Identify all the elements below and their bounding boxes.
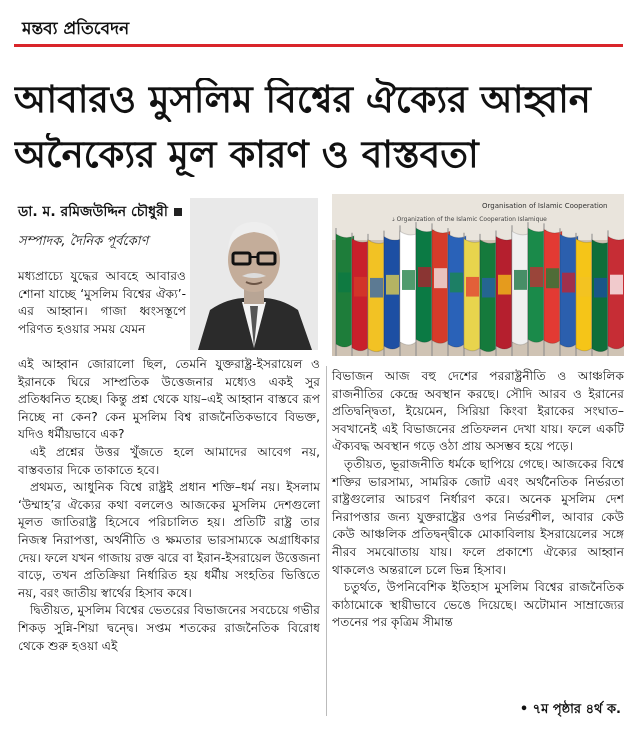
oic-flags-photo <box>332 194 624 356</box>
author-name: ডা. ম. রমিজউদ্দিন চৌধুরী <box>18 204 168 220</box>
intro-text-top: মধ্যপ্রাচ্যে যুদ্ধের আবহে আবারও শোনা যাচ্ছে ‘মুসলিম বিশ্বের ঐক্য’-এর আহ্বান। গাজা ধ্বংসস্তূপে পরিণত হওয়ার সময় যেমন <box>18 269 186 336</box>
byline-square-icon <box>174 208 182 216</box>
flag-stripe <box>546 268 559 288</box>
right-paragraph-1: বিভাজন আজ বহু দেশের পররাষ্ট্রনীতি ও আঞ্চলিক রাজনীতির কেন্দ্রে অবস্থান করছে। সৌদি আরব ও ইরানের প্রতিদ্বন্দ্বিতা, ইয়েমেন, সিরিয়া কিংবা ইরাকের সংঘাত– সবখানেই এই বিভাজনের প্রতিফলন দেখা যায়। ফলে একটি ঐক্যবদ্ধ অবস্থান গড়ে ওঠা প্রায় অসম্ভব হয়ে পড়ে। <box>332 369 624 454</box>
flag-stripe <box>466 277 479 297</box>
portrait-illustration <box>190 198 318 350</box>
flag-stripe <box>354 277 367 297</box>
right-paragraph-3: চতুর্থত, উপনিবেশিক ইতিহাস মুসলিম বিশ্বের রাজনৈতিক কাঠামোকে স্থায়ীভাবে ভেঙে দিয়েছে। অটোমান সাম্রাজ্যের পতনের পর কৃত্রিম সীমান্ত <box>332 580 624 630</box>
right-column <box>332 368 624 632</box>
flag-stripe <box>338 273 351 293</box>
flag-stripe <box>418 267 431 287</box>
flag-stripe <box>450 273 463 293</box>
headline-line-1: আবারও মুসলিম বিশ্বের ঐক্যের আহ্বান <box>14 78 591 121</box>
left-column <box>18 356 320 655</box>
flag-stripe <box>370 278 383 298</box>
headline-line-2: অনৈক্যের মূল কারণ ও বাস্তবতা <box>14 133 479 176</box>
flag-stripe <box>386 275 399 295</box>
author-designation: সম্পাদক, দৈনিক পূর্বকোণ <box>18 234 149 249</box>
flag-stripe <box>402 270 415 290</box>
column-divider <box>326 366 327 716</box>
paragraph-2: এই প্রশ্নের উত্তর খুঁজতে হলে আমাদের আবেগ নয়, বাস্তবতার দিকে তাকাতে হবে। <box>18 444 320 477</box>
flag-stripe <box>578 277 591 297</box>
author-portrait <box>190 198 318 350</box>
flag-stripe <box>434 268 447 288</box>
paragraph-3: প্রথমত, আধুনিক বিশ্বে রাষ্ট্রই প্রধান শক্তি–ধর্ম নয়। ইসলাম ‘উম্মাহ’র ঐক্যের কথা বললেও আজকের মুসলিম দেশগুলো মূলত জাতিরাষ্ট্র হিসেবে পরিচালিত হয়। প্রতিটি রাষ্ট্র তার নিজস্ব নিরাপত্তা, অর্থনীতি ও ক্ষমতার ভারসাম্যকে অগ্রাধিকার দেয়। ফলে যখন গাজায় রক্ত ঝরে বা ইরান-ইসরায়েল উত্তেজনা বাড়ে, তখন প্রতিক্রিয়া নির্ধারিত হয় ধর্মীয় সংহতির ভিত্তিতে নয়, বরং জাতীয় স্বার্থের হিসাব কষে। <box>18 480 320 600</box>
flags-illustration <box>332 194 624 356</box>
continued-on-page[interactable]: • ৭ম পৃষ্ঠার ৪র্থ ক. <box>519 702 621 717</box>
banner-text-2: ذ Organization of the Islamic Cooperation Islamique <box>392 216 547 223</box>
flag-stripe <box>530 267 543 287</box>
section-label: মন্তব্য প্রতিবেদন <box>22 19 130 39</box>
banner-text-1: Organisation of Islamic Cooperation <box>482 202 608 210</box>
flag-stripe <box>562 273 575 293</box>
flag-stripe <box>594 278 607 298</box>
right-paragraph-2: তৃতীয়ত, ভূরাজনীতি ধর্মকে ছাপিয়ে গেছে। আজকের বিশ্বে শক্তির ভারসাম্য, সামরিক জোট এবং অর্থনৈতিক নির্ভরতা রাষ্ট্রগুলোর আচরণ নির্ধারণ করে। অনেক মুসলিম দেশ নিরাপত্তার জন্য যুক্তরাষ্ট্রের ওপর নির্ভরশীল, আবার কেউ কেউ আঞ্চলিক প্রতিদ্বন্দ্বীকে মোকাবিলায় ইসরায়েলের সঙ্গে নীরব সমঝোতায় যায়। ফলে প্রকাশ্যে ঐক্যের আহ্বান থাকলেও অন্তরালে চলে ভিন্ন হিসাব। <box>332 456 624 577</box>
author-byline <box>18 200 182 224</box>
intro-text-continued: এই আহ্বান জোরালো ছিল, তেমনি যুক্তরাষ্ট্র-ইসরায়েল ও ইরানকে ঘিরে সাম্প্রতিক উত্তেজনার মধ্যেও একই সুর প্রতিধ্বনিত হচ্ছে। কিন্তু প্রশ্ন থেকে যায়–এই আহ্বান বাস্তবে রূপ নিচ্ছে না কেন? কেন মুসলিম বিশ্ব রাজনৈতিকভাবে বিভক্ত, যদিও ধর্মীয়ভাবে এক? <box>18 357 320 442</box>
intro-paragraph-top <box>18 268 186 338</box>
flag-stripe <box>610 275 623 295</box>
flag-stripe <box>482 278 495 298</box>
flag-stripe <box>498 275 511 295</box>
paragraph-4: দ্বিতীয়ত, মুসলিম বিশ্বের ভেতরের বিভাজনের সবচেয়ে গভীর শিকড় সুন্নি-শিয়া দ্বন্দ্বে। সপ্তম শতকের রাজনৈতিক বিরোধ থেকে শুরু হওয়া এই <box>18 603 320 653</box>
section-divider <box>14 44 623 47</box>
flag-stripe <box>514 270 527 290</box>
